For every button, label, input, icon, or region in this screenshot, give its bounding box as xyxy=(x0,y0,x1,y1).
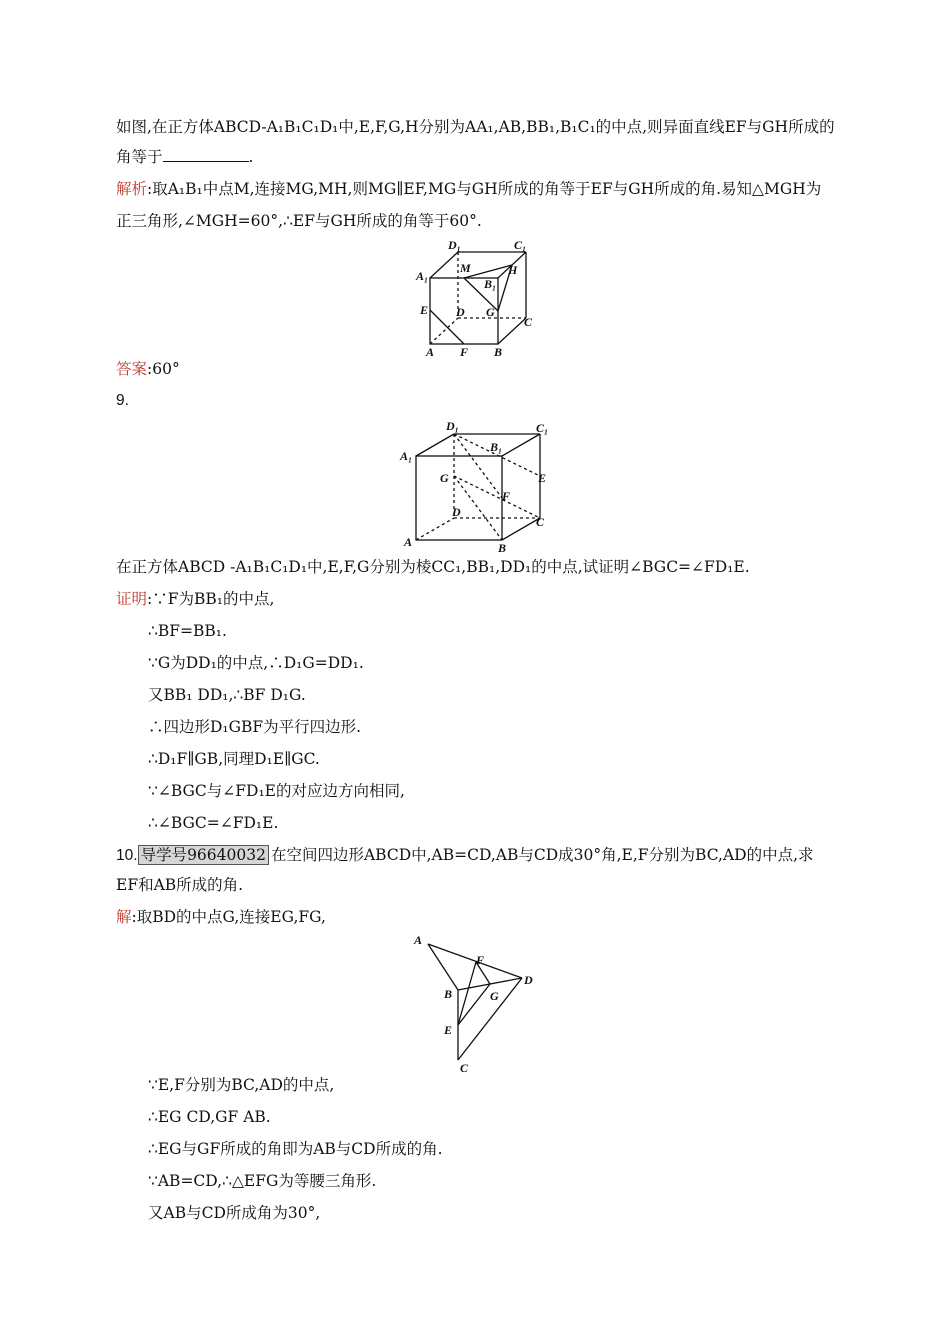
solution-text: :取A₁B₁中点M,连接MG,MH,则MG∥EF,MG与GH所成的角等于EF与GH所成的角.易知△MGH为 xyxy=(147,180,822,198)
label-m: M xyxy=(460,261,471,275)
label10-g: G xyxy=(490,989,499,1003)
proof-line: ∵∠BGC与∠FD₁E的对应边方向相同, xyxy=(148,782,405,800)
proof-text: :∵F为BB₁的中点, xyxy=(147,590,275,608)
figure-spatial-quadrilateral xyxy=(410,932,542,1076)
cube9-edge-a-d xyxy=(416,518,454,540)
label10-d: D xyxy=(524,973,533,987)
problem8-line1: 如图,在正方体ABCD-A₁B₁C₁D₁中,E,F,G,H分别为AA₁,AB,BB₁,B₁C₁的中点,则异面直线EF与GH所成的 xyxy=(116,118,835,136)
figure-cube-problem8 xyxy=(410,238,550,360)
label9-d: D xyxy=(452,505,461,519)
label10-e: E xyxy=(444,1023,453,1037)
solution10-line: ∵AB=CD,∴△EFG为等腰三角形. xyxy=(148,1172,377,1190)
proof-line: ∴四边形D₁GBF为平行四边形. xyxy=(148,718,362,736)
proof-line: ∴D₁F∥GB,同理D₁E∥GC. xyxy=(148,750,320,768)
problem9-statement: 在正方体ABCD -A₁B₁C₁D₁中,E,F,G分别为棱CC₁,BB₁,DD₁的中点,试证明∠BGC=∠FD₁E. xyxy=(116,558,750,576)
label-h: H xyxy=(508,263,518,277)
label10-b: B xyxy=(444,987,453,1001)
segment-eg xyxy=(458,984,490,1025)
problem10-line2: EF和AB所成的角. xyxy=(116,876,244,894)
label9-c: C xyxy=(536,515,545,529)
label-g: G xyxy=(486,305,495,319)
label-b: B xyxy=(494,345,503,359)
label9-a1: A₁ xyxy=(400,449,413,463)
proof-line: ∴∠BGC=∠FD₁E. xyxy=(148,814,279,832)
figure-cube-problem9 xyxy=(398,418,558,556)
label9-g: G xyxy=(440,471,449,485)
label-c1: C₁ xyxy=(514,238,527,252)
edge-a-d xyxy=(430,318,458,344)
problem10-line1 xyxy=(116,844,814,867)
label9-e: E xyxy=(538,471,547,485)
proof-line: 又BB₁ DD₁,∴BF D₁G. xyxy=(148,686,306,704)
segment-gb xyxy=(454,476,502,540)
proof-label: 证明 xyxy=(116,590,148,608)
problem9-number: 9. xyxy=(116,392,129,409)
problem10-statement: 在空间四边形ABCD中,AB=CD,AB与CD成30°角,E,F分别为BC,AD的中点,求 xyxy=(270,846,814,864)
label-b1: B₁ xyxy=(484,277,497,291)
label-d: D xyxy=(456,305,465,319)
label-e: E xyxy=(420,303,429,317)
label-d1: D₁ xyxy=(448,238,461,252)
answer-value: :60° xyxy=(147,360,180,378)
segment-gc xyxy=(454,476,540,518)
answer-label: 答案 xyxy=(116,360,148,378)
problem10-solution-line1 xyxy=(116,906,326,928)
proof-line: ∵G为DD₁的中点,∴D₁G=DD₁. xyxy=(148,654,364,672)
cube9-front-face xyxy=(416,456,502,540)
cube9-edge-b1-c1 xyxy=(502,434,540,456)
label9-b1: B₁ xyxy=(490,440,503,454)
solution10-label: 解 xyxy=(116,908,132,926)
edge-ab xyxy=(428,944,458,990)
label10-f: F xyxy=(476,953,485,967)
solution10-line: ∵E,F分别为BC,AD的中点, xyxy=(148,1076,335,1094)
label9-f: F xyxy=(502,489,511,503)
problem8-answer xyxy=(116,358,180,380)
label9-b: B xyxy=(498,541,507,555)
label9-c1: C₁ xyxy=(536,421,549,435)
answer-blank xyxy=(163,147,249,162)
label9-d1: D₁ xyxy=(446,419,459,433)
cube9-edge-a1-d1 xyxy=(416,434,454,456)
label9-a: A xyxy=(404,535,413,549)
problem8-line2-suffix: . xyxy=(248,148,254,166)
label-a: A xyxy=(426,345,435,359)
problem8-line2-prefix: 角等于 xyxy=(116,148,163,166)
problem9-proof-line1 xyxy=(116,588,274,610)
solution10-line: ∴EG与GF所成的角即为AB与CD所成的角. xyxy=(148,1140,443,1158)
proof-line: ∴BF=BB₁. xyxy=(148,622,227,640)
solution10-text: :取BD的中点G,连接EG,FG, xyxy=(131,908,326,926)
problem10-number: 10. xyxy=(116,847,138,864)
solution10-line: ∴EG CD,GF AB. xyxy=(148,1108,271,1126)
edge-ad xyxy=(428,944,522,978)
segment-ef xyxy=(458,962,476,1025)
label-c: C xyxy=(524,315,533,329)
problem8-line2 xyxy=(116,146,253,168)
label10-c: C xyxy=(460,1061,469,1075)
solution10-line: 又AB与CD所成角为30°, xyxy=(148,1204,321,1222)
solution-label: 解析 xyxy=(116,180,148,198)
label-f: F xyxy=(460,345,469,359)
edge-b-c xyxy=(498,318,526,344)
problem8-solution-line1 xyxy=(116,178,821,200)
problem8-solution-line2: 正三角形,∠MGH=60°,∴EF与GH所成的角等于60°. xyxy=(116,212,482,230)
cube9-edge-b-c xyxy=(502,518,540,540)
label-a1: A₁ xyxy=(416,269,429,283)
edge-a1-d1 xyxy=(430,252,458,278)
label10-a: A xyxy=(414,933,423,947)
problem-id-tag: 导学号96640032 xyxy=(138,845,269,865)
